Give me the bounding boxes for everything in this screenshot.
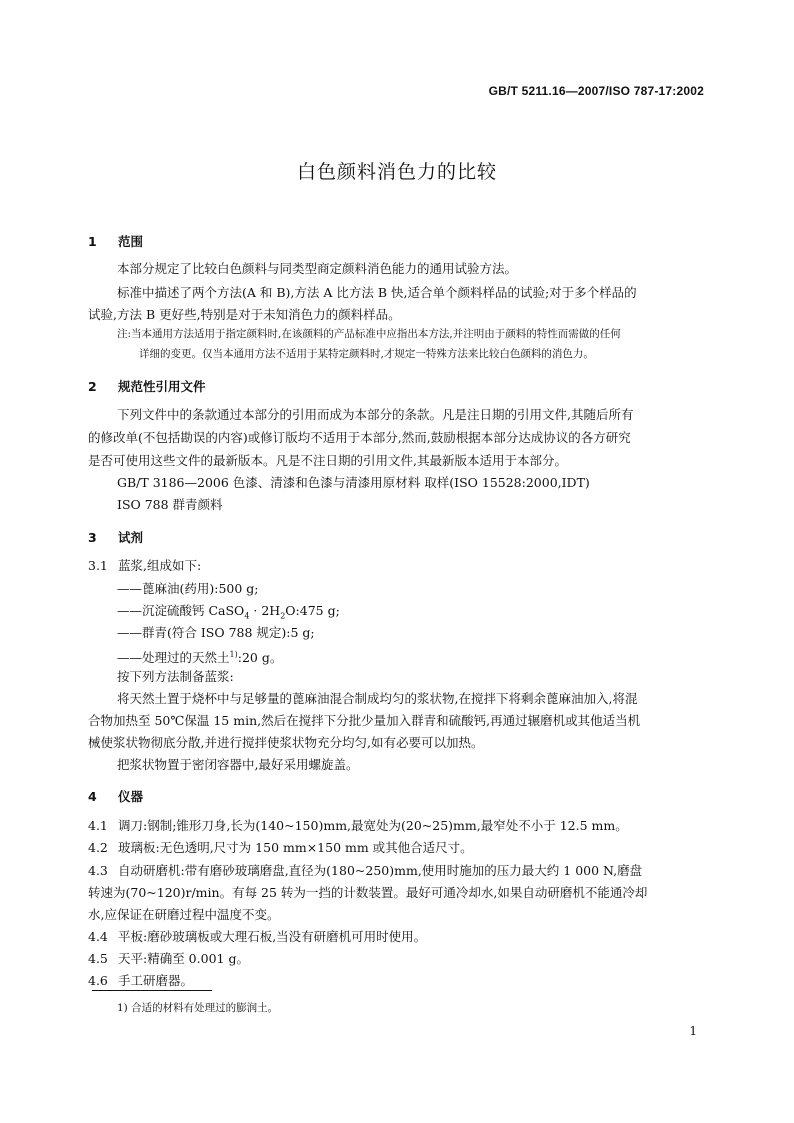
clause-number: 4.6 bbox=[88, 973, 108, 988]
reference-entry: ISO 788 群青颜料 bbox=[117, 497, 223, 512]
section-title: 试剂 bbox=[118, 530, 144, 545]
reference-entry: GB/T 3186—2006 色漆、清漆和色漆与清漆用原材料 取样(ISO 15528:2000,IDT) bbox=[117, 475, 590, 490]
list-item-text: O:475 g; bbox=[285, 603, 340, 618]
clause-number: 4.3 bbox=[88, 863, 108, 878]
subscript: 4 bbox=[244, 611, 250, 621]
clause-4-1 bbox=[88, 815, 628, 837]
clause-3-1 bbox=[88, 555, 201, 577]
page-title: 白色颜料消色力的比较 bbox=[296, 161, 497, 183]
paragraph-continuation: 水,应保证在研磨过程中温度不变。 bbox=[88, 907, 280, 922]
list-item: ——群青(符合 ISO 788 规定):5 g; bbox=[117, 625, 315, 640]
list-item-text: :20 g。 bbox=[237, 650, 283, 666]
clause-4-5 bbox=[88, 948, 249, 970]
clause-4-2 bbox=[88, 837, 473, 859]
paragraph-continuation: 械使浆状物彻底分散,并进行搅拌使浆状物充分均匀,如有必要可以加热。 bbox=[88, 735, 484, 750]
clause-4-4 bbox=[88, 926, 426, 948]
clause-text: 天平:精确至 0.001 g。 bbox=[118, 951, 249, 966]
clause-text: 调刀:钢制;锥形刀身,长为(140~150)mm,最宽处为(20~25)mm,最窄处不小于 12.5 mm。 bbox=[118, 818, 628, 833]
clause-number: 4.5 bbox=[88, 951, 108, 966]
clause-text: 玻璃板:无色透明,尺寸为 150 mm×150 mm 或其他合适尺寸。 bbox=[118, 840, 473, 855]
section-title: 范围 bbox=[118, 234, 144, 249]
list-item: ——蓖麻油(药用):500 g; bbox=[117, 581, 259, 596]
section-1-heading bbox=[88, 232, 143, 250]
paragraph: 按下列方法制备蓝浆: bbox=[117, 669, 234, 684]
paragraph-continuation: 转速为(70~120)r/min。有每 25 转为一挡的计数装置。最好可通冷却水,如果自动研磨机不能通冷却 bbox=[88, 885, 648, 900]
clause-text: 蓝浆,组成如下: bbox=[118, 558, 202, 573]
paragraph-continuation: 合物加热至 50℃保温 15 min,然后在搅拌下分批少量加入群青和硫酸钙,再通过辗磨机或其他适当机 bbox=[88, 713, 641, 728]
clause-text: 自动研磨机:带有磨砂玻璃磨盘,直径为(180~250)mm,使用时施加的压力最大约 1 000 N,磨盘 bbox=[118, 863, 643, 878]
clause-number: 4.2 bbox=[88, 840, 108, 855]
clause-number: 3.1 bbox=[88, 558, 108, 573]
section-title: 规范性引用文件 bbox=[118, 379, 206, 394]
section-4-heading bbox=[88, 787, 143, 805]
paragraph: 把浆状物置于密闭容器中,最好采用螺旋盖。 bbox=[117, 757, 359, 772]
list-item-text: · 2H bbox=[249, 603, 281, 618]
clause-4-3 bbox=[88, 860, 642, 882]
section-title: 仪器 bbox=[118, 789, 144, 804]
page-number: 1 bbox=[689, 1024, 697, 1038]
clause-text: 平板:磨砂玻璃板或大理石板,当没有研磨机可用时使用。 bbox=[118, 929, 427, 944]
note: 注:当本通用方法适用于指定颜料时,在该颜料的产品标准中应指出本方法,并注明由于颜料的特性而需做的任何 bbox=[117, 328, 621, 340]
subscript: 2 bbox=[280, 611, 286, 621]
clause-4-6 bbox=[88, 970, 193, 992]
paragraph: 将天然土置于烧杯中与足够量的蓖麻油混合制成均匀的浆状物,在搅拌下将剩余蓖麻油加入,将混 bbox=[117, 691, 638, 706]
footnote: 1) 合适的材料有处理过的膨润土。 bbox=[117, 1002, 279, 1014]
section-number: 4 bbox=[88, 789, 97, 804]
paragraph-continuation: 的修改单(不包括勘误的内容)或修订版均不适用于本部分,然而,鼓励根据本部分达成协议的各方研究 bbox=[88, 430, 631, 445]
note-continuation: 详细的变更。仅当本通用方法不适用于某特定颜料时,才规定一特殊方法来比较白色颜料的消色力。 bbox=[139, 348, 594, 360]
standard-code: GB/T 5211.16—2007/ISO 787-17:2002 bbox=[488, 84, 704, 98]
paragraph-continuation: 是否可使用这些文件的最新版本。凡是不注日期的引用文件,其最新版本适用于本部分。 bbox=[88, 453, 567, 468]
section-2-heading bbox=[88, 377, 206, 395]
footnote-divider bbox=[92, 990, 212, 991]
list-item-text: ——处理过的天然土 bbox=[117, 650, 230, 666]
paragraph: 下列文件中的条款通过本部分的引用而成为本部分的条款。凡是注日期的引用文件,其随后所有 bbox=[117, 407, 634, 422]
clause-number: 4.4 bbox=[88, 929, 108, 944]
paragraph: 标准中描述了两个方法(A 和 B),方法 A 比方法 B 快,适合单个颜料样品的试验;对于多个样品的 bbox=[117, 285, 637, 300]
clause-number: 4.1 bbox=[88, 818, 108, 833]
clause-text: 手工研磨器。 bbox=[118, 973, 194, 988]
paragraph-continuation: 试验,方法 B 更好些,特别是对于未知消色力的颜料样品。 bbox=[88, 307, 401, 322]
section-number: 3 bbox=[88, 530, 97, 545]
section-number: 2 bbox=[88, 379, 97, 394]
list-item-text: ——沉淀硫酸钙 CaSO bbox=[117, 603, 245, 618]
section-3-heading bbox=[88, 528, 143, 546]
footnote-ref: 1) bbox=[229, 650, 238, 659]
section-number: 1 bbox=[88, 234, 97, 249]
paragraph: 本部分规定了比较白色颜料与同类型商定颜料消色能力的通用试验方法。 bbox=[117, 261, 518, 276]
